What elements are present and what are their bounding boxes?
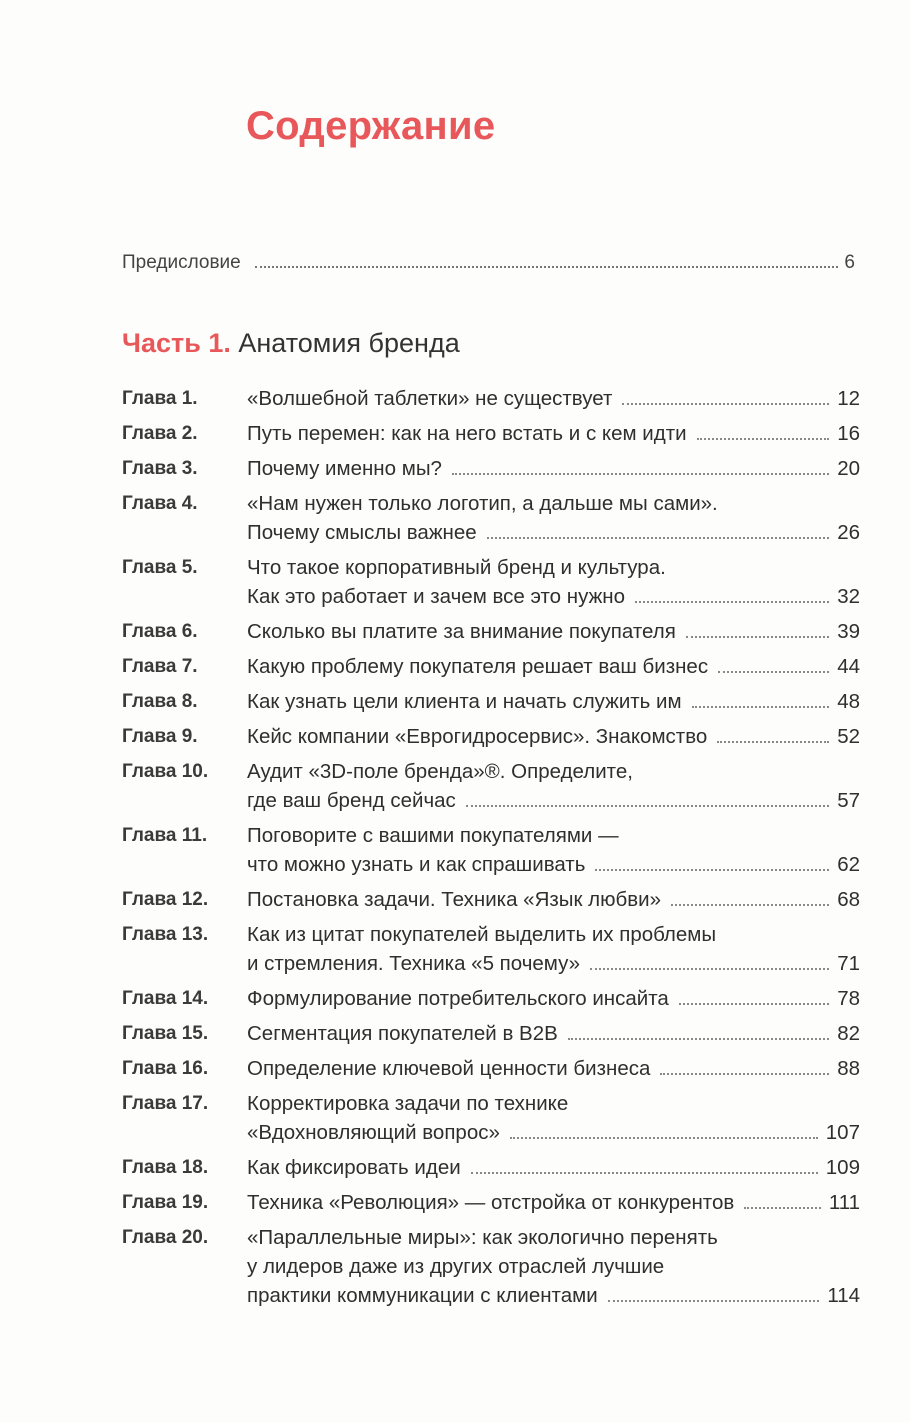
chapter-title-line: Сегментация покупателей в B2B xyxy=(247,1022,558,1045)
dot-leader xyxy=(255,265,839,268)
chapter-title-line: Что такое корпоративный бренд и культура. xyxy=(247,556,666,579)
dot-leader xyxy=(622,402,829,405)
chapter-page-number: 62 xyxy=(837,853,860,876)
toc-entry[interactable] xyxy=(122,454,860,483)
dot-leader xyxy=(487,536,830,539)
dot-leader xyxy=(471,1171,818,1174)
toc-entry[interactable] xyxy=(122,652,860,681)
chapter-page-number: 68 xyxy=(837,888,860,911)
chapter-title-line: Почему именно мы? xyxy=(247,457,442,480)
toc-entry[interactable] xyxy=(122,1223,860,1310)
chapter-title xyxy=(247,384,860,413)
chapter-page-number: 44 xyxy=(837,655,860,678)
toc-entry[interactable] xyxy=(122,1188,860,1217)
dot-leader xyxy=(660,1072,829,1075)
chapter-label: Глава 1. xyxy=(122,388,198,409)
chapter-title-line: где ваш бренд сейчас xyxy=(247,789,456,812)
chapter-page-number: 107 xyxy=(825,1121,860,1144)
chapter-label: Глава 10. xyxy=(122,761,209,782)
toc-entry[interactable] xyxy=(122,384,860,413)
chapter-title-line: Определение ключевой ценности бизнеса xyxy=(247,1057,651,1080)
chapter-page-number: 111 xyxy=(828,1191,860,1214)
chapter-title xyxy=(247,489,860,547)
chapter-title-line: Корректировка задачи по технике xyxy=(247,1092,569,1115)
chapter-title-line: Почему смыслы важнее xyxy=(247,521,477,544)
chapter-title-line: «Нам нужен только логотип, а дальше мы сами». xyxy=(247,492,718,515)
dot-leader xyxy=(679,1002,829,1005)
dot-leader xyxy=(686,635,829,638)
chapter-title xyxy=(247,617,860,646)
chapter-label: Глава 9. xyxy=(122,726,198,747)
chapter-page-number: 71 xyxy=(837,952,860,975)
table-of-contents xyxy=(122,384,860,1316)
chapter-title-line: Формулирование потребительского инсайта xyxy=(247,987,669,1010)
chapter-title-line: Кейс компании «Еврогидросервис». Знакомство xyxy=(247,725,708,748)
toc-entry[interactable] xyxy=(122,722,860,751)
chapter-page-number: 12 xyxy=(837,387,860,410)
chapter-title xyxy=(247,1089,860,1147)
toc-entry[interactable] xyxy=(122,617,860,646)
chapter-page-number: 109 xyxy=(825,1156,860,1179)
chapter-title-line: Как из цитат покупателей выделить их проблемы xyxy=(247,923,717,946)
chapter-label: Глава 7. xyxy=(122,656,198,677)
chapter-label: Глава 17. xyxy=(122,1093,209,1114)
chapter-label: Глава 15. xyxy=(122,1023,209,1044)
chapter-page-number: 114 xyxy=(827,1284,860,1307)
chapter-page-number: 82 xyxy=(837,1022,860,1045)
chapter-page-number: 32 xyxy=(837,585,860,608)
chapter-label: Глава 8. xyxy=(122,691,198,712)
chapter-title-line: практики коммуникации с клиентами xyxy=(247,1284,598,1307)
chapter-label: Глава 20. xyxy=(122,1227,209,1248)
chapter-label: Глава 3. xyxy=(122,458,198,479)
dot-leader xyxy=(744,1206,821,1209)
chapter-title-line: Техника «Революция» — отстройка от конкурентов xyxy=(247,1191,735,1214)
chapter-label: Глава 18. xyxy=(122,1157,209,1178)
chapter-title-line: «Вдохновляющий вопрос» xyxy=(247,1121,500,1144)
chapter-label: Глава 16. xyxy=(122,1058,209,1079)
chapter-title xyxy=(247,920,860,978)
dot-leader xyxy=(697,437,830,440)
part-name: Анатомия бренда xyxy=(238,328,460,358)
toc-entry[interactable] xyxy=(122,920,860,978)
chapter-title xyxy=(247,722,860,751)
toc-entry[interactable] xyxy=(122,1089,860,1147)
toc-entry[interactable] xyxy=(122,553,860,611)
chapter-title-line: Путь перемен: как на него встать и с кем идти xyxy=(247,422,687,445)
dot-leader xyxy=(595,868,829,871)
toc-entry[interactable] xyxy=(122,821,860,879)
chapter-title-line: Постановка задачи. Техника «Язык любви» xyxy=(247,888,661,911)
toc-entry[interactable] xyxy=(122,1054,860,1083)
chapter-title-line: Как фиксировать идеи xyxy=(247,1156,461,1179)
chapter-title xyxy=(247,454,860,483)
dot-leader xyxy=(717,740,829,743)
toc-entry[interactable] xyxy=(122,1153,860,1182)
dot-leader xyxy=(608,1299,820,1302)
chapter-page-number: 88 xyxy=(837,1057,860,1080)
toc-entry[interactable] xyxy=(122,1019,860,1048)
dot-leader xyxy=(452,472,829,475)
chapter-label: Глава 12. xyxy=(122,889,209,910)
chapter-page-number: 16 xyxy=(837,422,860,445)
chapter-title-line: и стремления. Техника «5 почему» xyxy=(247,952,581,975)
chapter-title-line: Как это работает и зачем все это нужно xyxy=(247,585,626,608)
chapter-title xyxy=(247,1223,860,1310)
part-heading xyxy=(122,328,460,359)
chapter-label: Глава 19. xyxy=(122,1192,209,1213)
chapter-title xyxy=(247,652,860,681)
chapter-label: Глава 5. xyxy=(122,557,198,578)
toc-entry[interactable] xyxy=(122,687,860,716)
preface-page-number: 6 xyxy=(844,252,855,273)
page-title: Содержание xyxy=(246,104,496,148)
dot-leader xyxy=(671,903,829,906)
chapter-page-number: 78 xyxy=(837,987,860,1010)
dot-leader xyxy=(692,705,830,708)
chapter-title xyxy=(247,1153,860,1182)
chapter-label: Глава 6. xyxy=(122,621,198,642)
chapter-title xyxy=(247,984,860,1013)
chapter-title-line: Какую проблему покупателя решает ваш бизнес xyxy=(247,655,709,678)
chapter-title-line: «Параллельные миры»: как экологично перенять xyxy=(247,1226,718,1249)
chapter-title-line: Как узнать цели клиента и начать служить им xyxy=(247,690,682,713)
dot-leader xyxy=(635,600,829,603)
chapter-title xyxy=(247,419,860,448)
chapter-title-line: «Волшебной таблетки» не существует xyxy=(247,387,613,410)
chapter-title-line: Аудит «3D-поле бренда»®. Определите, xyxy=(247,760,633,783)
toc-entry[interactable] xyxy=(122,489,860,547)
chapter-page-number: 20 xyxy=(837,457,860,480)
chapter-title xyxy=(247,757,860,815)
preface-label: Предисловие xyxy=(122,252,241,273)
chapter-title xyxy=(247,1054,860,1083)
chapter-label: Глава 4. xyxy=(122,493,198,514)
chapter-label: Глава 11. xyxy=(122,825,208,846)
part-label: Часть 1. xyxy=(122,328,231,358)
toc-entry[interactable] xyxy=(122,757,860,815)
chapter-title-line: что можно узнать и как спрашивать xyxy=(247,853,586,876)
chapter-title xyxy=(247,821,860,879)
toc-entry[interactable] xyxy=(122,885,860,914)
chapter-page-number: 39 xyxy=(837,620,860,643)
chapter-page-number: 57 xyxy=(837,789,860,812)
chapter-label: Глава 2. xyxy=(122,423,198,444)
dot-leader xyxy=(718,670,829,673)
chapter-title-line: Поговорите с вашими покупателями — xyxy=(247,824,619,847)
chapter-title-line: Сколько вы платите за внимание покупателя xyxy=(247,620,676,643)
toc-entry[interactable] xyxy=(122,419,860,448)
chapter-title xyxy=(247,1188,860,1217)
chapter-title xyxy=(247,885,860,914)
chapter-label: Глава 13. xyxy=(122,924,209,945)
chapter-title xyxy=(247,553,860,611)
dot-leader xyxy=(466,804,829,807)
chapter-page-number: 48 xyxy=(837,690,860,713)
toc-entry[interactable] xyxy=(122,984,860,1013)
chapter-label: Глава 14. xyxy=(122,988,209,1009)
dot-leader xyxy=(568,1037,829,1040)
chapter-title xyxy=(247,687,860,716)
chapter-page-number: 26 xyxy=(837,521,860,544)
preface-entry[interactable] xyxy=(122,252,855,274)
chapter-title xyxy=(247,1019,860,1048)
chapter-page-number: 52 xyxy=(837,725,860,748)
dot-leader xyxy=(510,1136,818,1139)
chapter-title-line: у лидеров даже из других отраслей лучшие xyxy=(247,1255,665,1278)
dot-leader xyxy=(590,967,829,970)
